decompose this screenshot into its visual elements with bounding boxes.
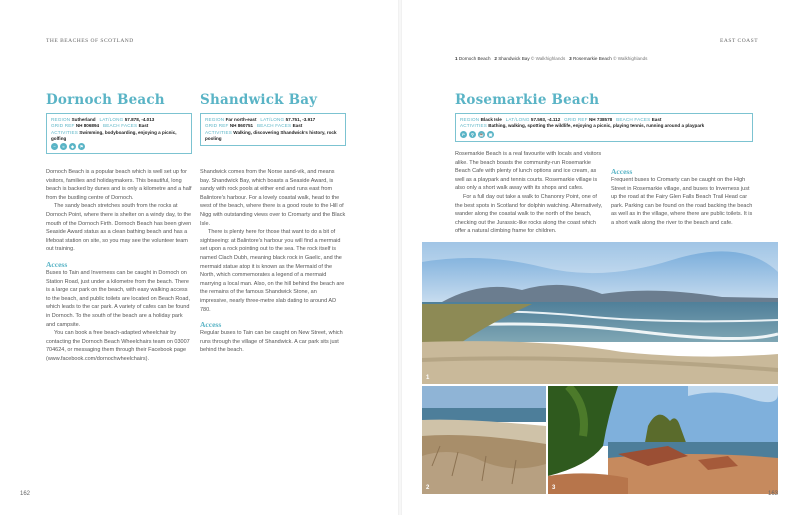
photo-legend <box>455 56 647 61</box>
rosemarkie-activity-icons <box>460 131 748 138</box>
photo-number-1: 1 <box>426 375 430 381</box>
dornoch-access-para-2: You can book a free beach-adapted wheelchair by contacting the Dornoch Beach Wheelchairs team on 03007 704624, or messaging them through their Facebook page (www.facebook.com/dornochwheelchairs). <box>46 330 190 362</box>
golf-icon: ⚑ <box>79 144 84 150</box>
rosemarkie-para-2: For a full day out take a walk to Chanonry Point, one of the best spots in Scotland for dolphin watching. Alternatively, wander along the coastal walk to the north of the beach, checking out the Jurassic-like rocks along the coast which offer a natural climbing frame for children. <box>455 193 603 235</box>
shandwick-access-para-1: Regular buses to Tain can be caught on New Street, which runs through the village of Shandwick. A car park sits just behind the beach. <box>200 330 343 354</box>
legend-num-1: 1 <box>455 56 458 61</box>
running-header-left: THE BEACHES OF SCOTLAND <box>46 38 134 44</box>
bodyboard-icon: ≈ <box>60 143 67 150</box>
legend-place-1: Dornoch Beach <box>458 56 491 61</box>
dornoch-text <box>46 168 192 363</box>
dornoch-access-para-1: Buses to Tain and Inverness can be caught in Dornoch on Station Road, just under a kilometre from the beach. There is a large car park on the beach, with easy walking access to the beach, and public toilets are located on Beach Road, which leads to the car park. A variety of cafes can be found in Dornoch. To the south of the beach are a holiday park and campsite. <box>46 269 191 328</box>
legend-place-2: Shandwick Bay <box>498 56 530 61</box>
shandwick-title: Shandwick Bay <box>200 92 318 108</box>
legend-credit-3: © Walkhighlands <box>613 56 648 61</box>
photo-rosemarkie-beach <box>548 386 778 494</box>
dornoch-activity-icons <box>51 143 187 150</box>
cafe-icon: ☕ <box>479 131 484 137</box>
parking-icon: P <box>460 131 467 138</box>
picnic-icon: ◆ <box>70 144 75 150</box>
book-gutter <box>398 0 402 515</box>
photo-shandwick-bay <box>422 386 546 494</box>
legend-credit-2: © Walkhighlands <box>530 56 566 61</box>
rosemarkie-para-1: Rosemarkie Beach is a real favourite with locals and visitors alike. The beach boasts the community-run Rosemarkie Beach Cafe with plenty of lunch options and ice cream, as well as a playpark and tennis courts. Rosemarkie village is also only a short walk away with its shops and cafes. <box>455 151 602 192</box>
rosemarkie-text-col-2 <box>611 150 755 228</box>
rosemarkie-access-heading: Access <box>611 167 633 176</box>
shandwick-para-2: There is plenty here for those that want to do a bit of sightseeing: at Balintore's harbour you will find a mermaid set upon a rock pointing out to the sea. The rock itself is named Clach Dubh, meaning black rock in Gaelic, and the mermaid statue atop it is known as the Mermaid of the North, which commemorates a legend of a mermaid marrying a local man. Also, on the hill behind the beach are the remains of the famous Shandwick Stone, an impressive, nearly three-metre slab dating to around AD 780. <box>200 229 345 313</box>
legend-num-2: 2 <box>494 56 497 61</box>
shandwick-para-1: Shandwick comes from the Norse sand-vik, and means bay. Shandwick Bay, which boasts a Seaside Award, is sandy with rock pools at either end and runs east from Balintore's harbour. For a lovely coastal walk, head to the west of the beach, where there is a good route to the Hill of Nigg with outstanding views over to Cromarty and the Black Isle. <box>200 169 346 227</box>
rosemarkie-access-para-1: Frequent buses to Cromarty can be caught on the High Street in Rosemarkie village, and buses to Inverness just up the road at the Fairy Glen Falls Beach Trail Head car park. Parking can be found on the road backing the beach as well as in the village, where there are public toilets. It is a short walk along the river to the beach and cafe. <box>611 177 753 226</box>
legend-place-3: Rosemarkie Beach <box>572 56 612 61</box>
photo-number-2: 2 <box>426 485 430 491</box>
running-header-right: EAST COAST <box>720 38 759 44</box>
dornoch-access-heading: Access <box>46 259 68 269</box>
shandwick-access-heading: Access <box>200 320 222 330</box>
page-number-left: 162 <box>20 491 31 497</box>
dornoch-para-1: Dornoch Beach is a popular beach which is well set up for visitors, families and holidaymakers. This beautiful, long beach is backed by dunes and is only a kilometre and a half from the bustling centre of Dornoch. <box>46 169 192 201</box>
photo-dornoch-beach <box>422 242 778 384</box>
photo-number-3: 3 <box>552 485 556 491</box>
bus-icon: ▣ <box>488 131 493 137</box>
rosemarkie-info-box: REGION Black Isle LAT/LONG 57.593, -4.112 GRID REF NH 738578 BEACH FACES East ACTIVITIES Bathing, walking, spotting the wildlife, enjoying a picnic, playing tennis, running around a playpark P ⚲ ☕ ▣ <box>455 113 753 142</box>
dornoch-info-box: REGION Sutherland LAT/LONG 57.878, -4.013 GRID REF NH 806894 BEACH FACES East ACTIVITIES Swimming, bodyboarding, enjoying a picnic, golfing ~ ≈ ◆ ⚑ <box>46 113 192 154</box>
dornoch-para-2: The sandy beach stretches south from the rocks at Dornoch Point, where there is shelter on a windy day, to the mouth of the Dornoch Firth. Dornoch Beach has been given Seaside Award status as a clean bathing beach and has a lifeboat station on site, so you may see the volunteer team out training. <box>46 203 192 253</box>
shandwick-text <box>200 168 346 355</box>
page-number-right: 163 <box>767 491 778 497</box>
rosemarkie-title: Rosemarkie Beach <box>455 92 600 108</box>
swimming-icon: ~ <box>51 143 58 150</box>
legend-num-3: 3 <box>569 56 572 61</box>
shandwick-info-box: REGION Far north-east LAT/LONG 57.751, -3.917 GRID REF NH 860751 BEACH FACES East ACTIVITIES Walking, discovering Shandwick's history, rock pooling <box>200 113 346 146</box>
dornoch-title: Dornoch Beach <box>46 92 165 108</box>
rosemarkie-text-col-1 <box>455 150 603 236</box>
toilets-icon: ⚲ <box>469 131 476 138</box>
